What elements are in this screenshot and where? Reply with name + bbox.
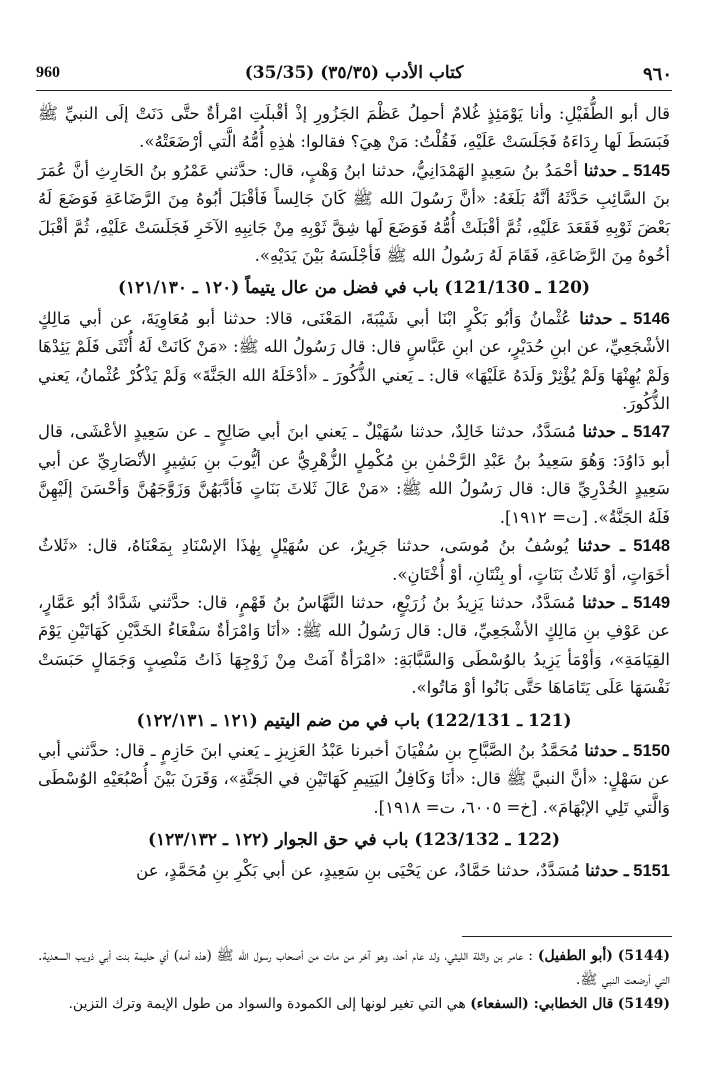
footnote: [38, 992, 670, 1016]
running-title: (35/35) كتاب الأدب (٣٥/٣٥): [244, 63, 464, 83]
footnote-ref: (5144): [617, 948, 670, 964]
footnote-text: هي التي تغير لونها إلى الكمودة والسواد من طول الإيمة وترك التزين.: [68, 996, 466, 1012]
hadith-number: 5151 ـ: [623, 861, 670, 880]
chapter-heading: (120 ـ 121/130) باب في فضل من عال يتيماً (١٢٠ ـ ١٢١/١٣٠): [117, 278, 591, 299]
hadith-paragraph: [38, 157, 670, 271]
hadith-text: أحْمَدُ بنُ سَعِيدٍ الهَمْدَانِيُّ، حدثنا ابنُ وَهْبٍ، قال: حدَّثني عَمْرُو بنُ الحَارِثِ أنَّ عُمَرَ بنَ السَّائِبِ حَدَّثَهُ أنَّهُ بَلَغَهُ: «أنَّ رَسُولَ الله ﷺ كَانَ جَالِساً فَأقْبَلَ أبُوهُ مِنَ الرَّضَاعَةِ فَوَضَعَ لَهُ بَعْضَ ثَوْبِهِ فَقَعَدَ عَلَيْهِ، ثُمَّ أقْبَلَتْ أُمُّهُ فَوَضَعَ لَها شِقَّ ثَوْبِهِ مِنْ جَانِبِهِ الآخَرِ فَجَلَسَتْ عَلَيْهِ، ثُمَّ أقْبَلَ أخُوهُ مِنَ الرَّضَاعَةِ، فَقَامَ لَهُ رَسُولُ الله ﷺ فَأجْلَسَهُ بَيْنَ يَدَيْهِ».: [38, 160, 671, 266]
page-number-arabic: ٩٦٠: [642, 64, 672, 85]
hadith-number: 5145 ـ: [623, 161, 671, 180]
hadith-paragraph: [38, 857, 670, 885]
hadith-number: 5148 ـ: [620, 537, 671, 556]
haddathana-label: حدثنا: [579, 308, 613, 328]
hadith-number: 5149 ـ: [622, 593, 671, 612]
footnote-text: : عامر بن واثلة الليثي، ولد عام أحد، وهو آخر من مات من أصحاب رسول الله ﷺ (هذه أمه) أي حليمة بنت أبي ذويب السعدية. التي أرضعت النبي ﷺ.: [38, 948, 670, 988]
haddathana-label: حدثنا: [583, 160, 618, 180]
haddathana-label: حدثنا: [577, 536, 612, 556]
main-text: [38, 100, 670, 885]
haddathana-label: حدثنا: [585, 860, 619, 880]
footnotes: [38, 944, 670, 1016]
hadith-paragraph: [38, 418, 670, 532]
continuation-paragraph: قال أبو الطُّفَيْلِ: وأنا يَوْمَئِذٍ غُلامٌ أحمِلُ عَظْمَ الجَزُورِ إذْ أقْبلَتِ امْرأةٌ حتَّى دَنَتْ إلَى النبيِّ ﷺ فَبَسَطَ لَها رِدَاءَهُ فَجَلَسَتْ عَلَيْهِ، فَقُلْتُ: مَنْ هِيَ؟ فقالوا: هٰذِهِ أُمُّهُ الَّتي أرْضَعَتْهُ».: [38, 104, 670, 152]
hadith-paragraph: [38, 737, 670, 822]
hadith-paragraph: [38, 532, 670, 589]
hadith-text: مُسَدَّدٌ، حدثنا حَمَّادٌ، عن يَحْيَى بنِ سَعِيدٍ، عن أبي بَكْرِ بنِ مُحَمَّدٍ، عن: [136, 860, 580, 880]
hadith-paragraph: [38, 589, 670, 703]
haddathana-label: حدثنا: [584, 740, 618, 760]
hadith-text: عُثْمانُ وَأبُو بَكْرٍ ابْنَا أبي شَيْبَةَ، المَعْنَى، قالا: حدثنا أبو مُعَاوِيَةَ، عن أبي مَالِكٍ الأشْجَعِيِّ، عن ابنِ حُدَيْرٍ، عن ابنِ عَبَّاسٍ قال: قال رَسُولُ الله ﷺ: «مَنْ كَانَتْ لَهُ أُنْثَى فَلَمْ يَئِدْهَا وَلَمْ يُهِنْهَا وَلَمْ يُؤْثِرْ وَلَدَهُ عَلَيْهَا» قال: ـ يَعني الذُّكُورَ ـ «أدْخَلَهُ الله الجَنَّةَ» وَلَمْ يَذْكُرْ عُثْمانُ، يَعني الذُّكُورَ.: [38, 308, 671, 414]
page-number-latin: 960: [36, 64, 60, 81]
hadith-text: مُسَدَّدٌ، حدثنا يَزِيدُ بنُ زُرَيْعٍ، حدثنا النَّهَّاسُ بنُ قَهْمٍ، قال: حدَّثني شَدَّادٌ أبُو عَمَّارٍ، عن عَوْفِ بنِ مَالِكٍ الأشْجَعِيِّ، قال: قال رَسُولُ الله ﷺ: «أنَا وَامْرَأةٌ سَفْعَاءُ الخَدَّيْنِ كَهَاتَيْنِ يَوْمَ القِيَامَةِ»، وَأوْمَأ يَزِيدُ بالوُسْطَى وَالسَّبَّابَةِ: «امْرَأةٌ آمَتْ مِنْ زَوْجِهَا ذَاتُ مَنْصِبٍ وَجَمَالٍ حَبَسَتْ نَفْسَهَا عَلَى يَتَامَاهَا حَتَّى بَانُوا أوْ مَاتُوا».: [38, 592, 670, 698]
hadith-number: 5146 ـ: [620, 309, 670, 328]
footnote-ref: (5149): [617, 996, 670, 1012]
hadith-text: مُسَدَّدٌ، حدثنا خَالِدٌ، حدثنا سُهَيْلٌ ـ يَعني ابنَ أبي صَالِحٍ ـ عن سَعِيدٍ الأعْشَى، قال أبو دَاوُدَ: وَهُوَ سَعِيدُ بنُ عَبْدِ الرَّحْمٰنِ بنِ مُكْمِلٍ الزُّهْرِيُّ عن أيُّوبَ بنِ بَشِيرٍ الأنْصَارِيِّ عن أبي سَعِيدٍ الخُدْرِيِّ قال: قال رَسُولُ الله ﷺ: «مَنْ عَالَ ثَلاثَ بَنَاتٍ فَأدَّبَهُنَّ وَزَوَّجَهُنَّ وَأحْسَنَ إلَيْهِنَّ فَلَهُ الجَنَّةُ». [ت= ١٩١٢].: [38, 422, 670, 527]
haddathana-label: حدثنا: [582, 422, 616, 442]
hadith-number: 5147 ـ: [622, 423, 671, 442]
page-header: [36, 60, 672, 91]
footnote-label: قال الخطابي: (السفعاء): [470, 996, 614, 1012]
footnote-divider: [462, 936, 672, 937]
footnote: [38, 944, 670, 992]
chapter-heading: (122 ـ 123/132) باب في حق الجوار (١٢٢ ـ ١٢٣/١٣٢): [147, 830, 560, 851]
hadith-text: مُحَمَّدُ بنُ الصَّبَّاحِ بنِ سُفْيَانَ أخبرنا عَبْدُ العَزِيزِ ـ يَعني ابنَ حَازِمٍ ـ قال: حدَّثني أبي عن سَهْلٍ: «أنَّ النبيَّ ﷺ قال: «أنَا وَكَافِلُ اليَتِيمِ كَهَاتَيْنِ في الجَنَّةِ»، وَقَرَنَ بَيْنَ أُصْبُعَيْهِ الوُسْطَى وَالَّتي تَلِي الإبْهَامَ». [خ= ٦٠٠٥، ت= ١٩١٨].: [38, 740, 670, 817]
footnote-label: (أبو الطفيل): [537, 948, 613, 964]
hadith-number: 5150 ـ: [623, 741, 671, 760]
hadith-text: يُوسُفُ بنُ مُوسَى، حدثنا جَرِيرٌ، عن سُهَيْلٍ بِهٰذَا الإسْنَادِ بِمَعْنَاهُ، قال: «ثَلاثُ أخَوَاتٍ، أوْ ثَلاثُ بَنَاتٍ، أو بِنْتَانِ، أوْ أُخْتَانِ».: [38, 536, 670, 584]
hadith-paragraph: [38, 305, 670, 419]
haddathana-label: حدثنا: [582, 592, 616, 612]
chapter-heading: (121 ـ 122/131) باب في من ضم اليتيم (١٢١ ـ ١٢٢/١٣١): [136, 710, 572, 731]
